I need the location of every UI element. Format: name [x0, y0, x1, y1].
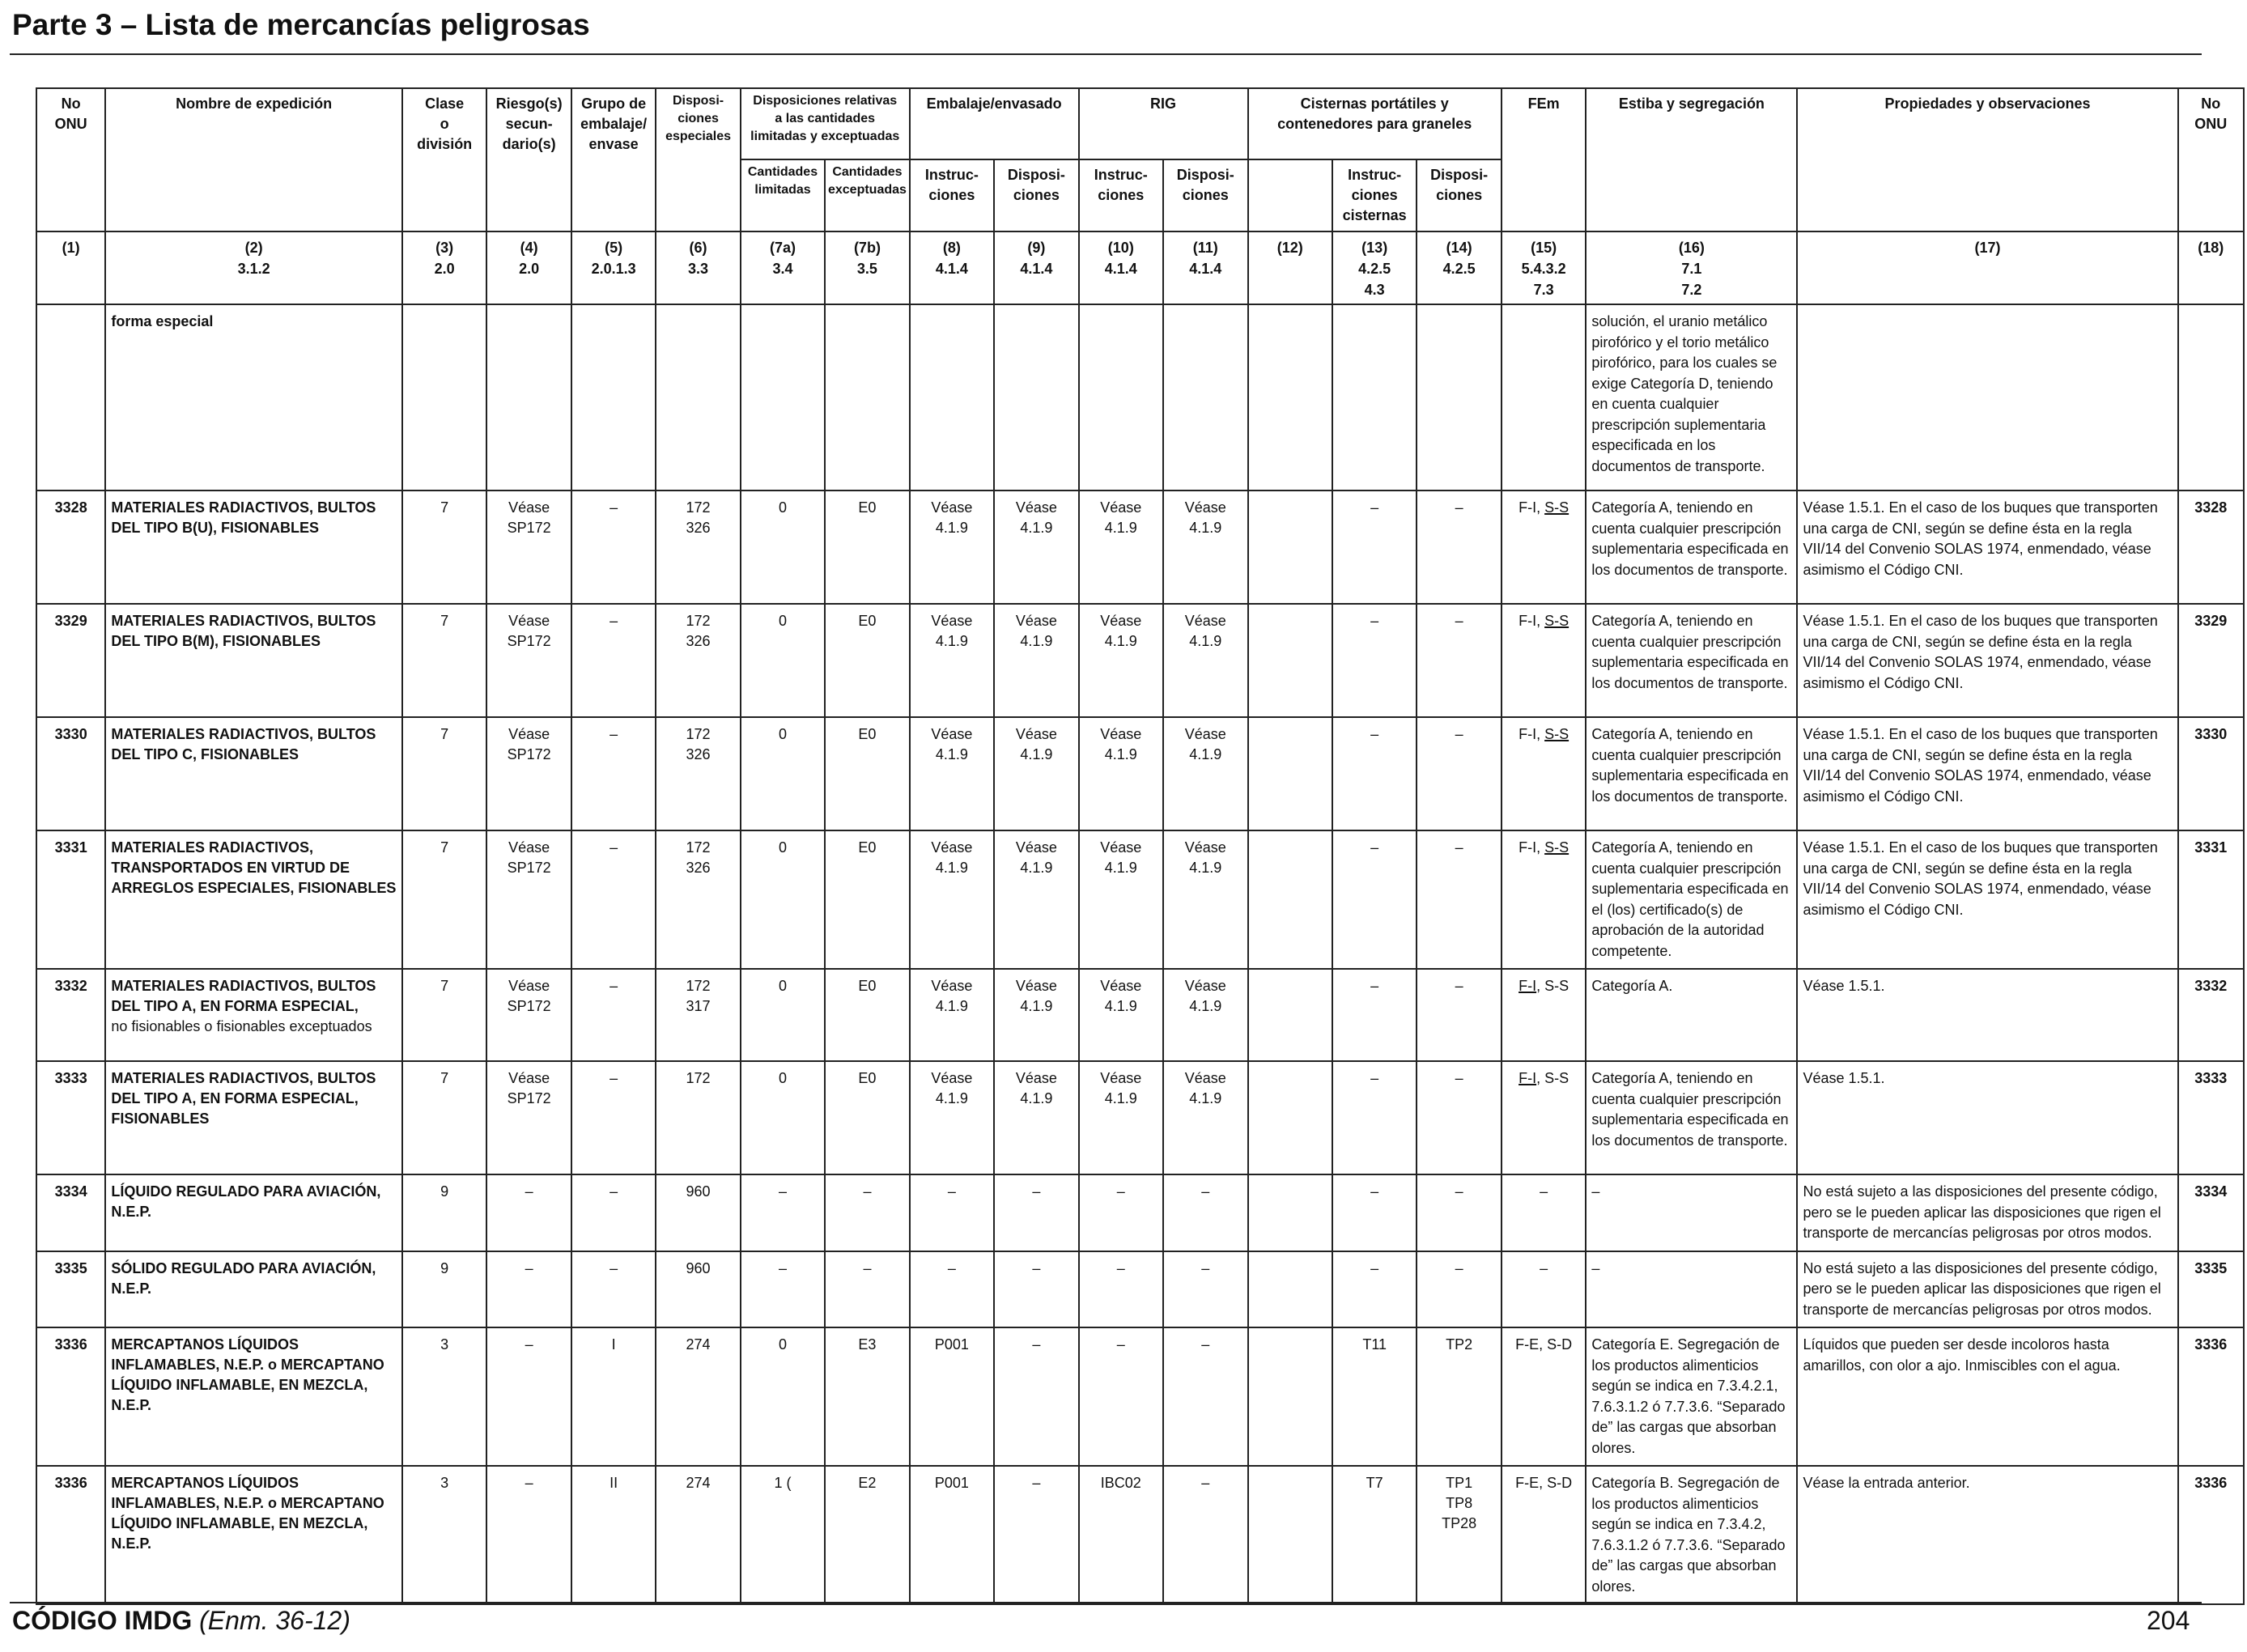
ems-fire: F-E, S-D [1515, 1336, 1573, 1353]
packing-instruction: – [910, 1251, 994, 1328]
ems-spillage: S-S [1544, 613, 1570, 629]
properties-observations: Véase 1.5.1. En el caso de los buques que transporten una carga de CNI, según se define ésta en la regla VII/14 del Convenio SOLAS 1974, enmendado, véase asimismo el Código CNI. [1797, 717, 2177, 830]
tank-instruction: – [1332, 491, 1417, 604]
subsidiary-risk: Véase SP172 [486, 969, 571, 1061]
ems-code [1502, 1466, 1586, 1604]
column-reference-row [36, 231, 2244, 304]
packing-instruction: – [910, 1174, 994, 1251]
shipping-name-qualifier: no fisionables o fisionables exceptuados [111, 1018, 372, 1034]
un-number: 3336 [36, 1466, 105, 1604]
packing-group: – [571, 717, 656, 830]
shipping-name-bold: MATERIALES RADIACTIVOS, BULTOS DEL TIPO A, EN FORMA ESPECIAL, FISIONABLES [111, 1070, 376, 1127]
limited-quantity: 0 [741, 604, 825, 717]
header-tank-instructions: Instruc- ciones cisternas [1332, 159, 1417, 231]
tank-instruction: – [1332, 1174, 1417, 1251]
ibc-provision: Véase 4.1.9 [1163, 830, 1247, 969]
shipping-name [105, 1327, 402, 1466]
packing-group: – [571, 830, 656, 969]
ems-fire: F-I [1519, 1070, 1537, 1086]
limited-quantity: 0 [741, 969, 825, 1061]
subsidiary-risk: – [486, 1251, 571, 1328]
ems-code: F-I, S-S [1502, 717, 1586, 830]
footer-code: CÓDIGO IMDG [12, 1606, 193, 1635]
continuation-cell [1248, 304, 1332, 491]
un-number-right: 3332 [2178, 969, 2244, 1061]
ems-fire: F-I [1519, 613, 1537, 629]
class-division: 7 [402, 830, 486, 969]
un-number-right: 3330 [2178, 717, 2244, 830]
un-number-right: 3335 [2178, 1251, 2244, 1328]
column-12 [1248, 830, 1332, 969]
column-12 [1248, 1061, 1332, 1174]
continuation-cell [1163, 304, 1247, 491]
stowage-segregation: Categoría A, teniendo en cuenta cualquier prescripción suplementaria especificada en los documentos de transporte. [1586, 717, 1797, 830]
column-reference: (18) [2178, 231, 2244, 304]
stowage-segregation: Categoría A, teniendo en cuenta cualquier prescripción suplementaria especificada en los documentos de transporte. [1586, 604, 1797, 717]
un-number-right: 3329 [2178, 604, 2244, 717]
continuation-onu [36, 304, 105, 491]
excepted-quantity: – [825, 1174, 909, 1251]
un-number: 3336 [36, 1327, 105, 1466]
excepted-quantity: E0 [825, 1061, 909, 1174]
ems-code [1502, 1327, 1586, 1466]
column-12 [1248, 969, 1332, 1061]
un-number: 3331 [36, 830, 105, 969]
un-number-right: 3331 [2178, 830, 2244, 969]
special-provisions: 274 [656, 1327, 740, 1466]
packing-group: – [571, 1251, 656, 1328]
table-row [36, 969, 2244, 1061]
stowage-segregation: Categoría A, teniendo en cuenta cualquier prescripción suplementaria especificada en los documentos de transporte. [1586, 1061, 1797, 1174]
column-reference: (10) 4.1.4 [1079, 231, 1163, 304]
header-limited-quantities: Cantidades limitadas [741, 159, 825, 231]
packing-instruction: Véase 4.1.9 [910, 1061, 994, 1174]
properties-observations: Véase 1.5.1. En el caso de los buques que transporten una carga de CNI, según se define ésta en la regla VII/14 del Convenio SOLAS 1974, enmendado, véase asimismo el Código CNI. [1797, 491, 2177, 604]
tank-provision: TP2 [1417, 1327, 1501, 1466]
class-division: 9 [402, 1174, 486, 1251]
packing-group: – [571, 1174, 656, 1251]
class-division: 9 [402, 1251, 486, 1328]
special-provisions: 172 326 [656, 717, 740, 830]
limited-quantity: 0 [741, 717, 825, 830]
un-number-right: 3333 [2178, 1061, 2244, 1174]
footer-divider [10, 1602, 2202, 1603]
column-12 [1248, 1251, 1332, 1328]
table-row [36, 1061, 2244, 1174]
header-packing-group: Grupo de embalaje/ envase [571, 88, 656, 231]
tank-provision: – [1417, 1174, 1501, 1251]
packing-provision: – [994, 1327, 1078, 1466]
header-ibc-instructions: Instruc- ciones [1079, 159, 1163, 231]
tank-provision: – [1417, 969, 1501, 1061]
tank-instruction: – [1332, 1251, 1417, 1328]
header-packing: Embalaje/envasado [910, 88, 1079, 159]
continuation-cell [825, 304, 909, 491]
limited-quantity: – [741, 1174, 825, 1251]
ibc-instruction: Véase 4.1.9 [1079, 604, 1163, 717]
un-number-right: 3334 [2178, 1174, 2244, 1251]
ems-code: F-I, S-S [1502, 604, 1586, 717]
header-properties: Propiedades y observaciones [1797, 88, 2177, 231]
footer-label [12, 1606, 350, 1636]
shipping-name [105, 491, 402, 604]
tank-instruction: T7 [1332, 1466, 1417, 1604]
shipping-name [105, 1251, 402, 1328]
stowage-segregation: – [1586, 1174, 1797, 1251]
properties-observations: Líquidos que pueden ser desde incoloros hasta amarillos, con olor a ajo. Inmiscibles con el agua. [1797, 1327, 2177, 1466]
packing-provision: – [994, 1251, 1078, 1328]
excepted-quantity: E2 [825, 1466, 909, 1604]
limited-quantity: 0 [741, 830, 825, 969]
special-provisions: 172 [656, 1061, 740, 1174]
header-limited-excepted: Disposiciones relativas a las cantidades limitadas y exceptuadas [741, 88, 910, 159]
tank-provision: TP1 TP8 TP28 [1417, 1466, 1501, 1604]
un-number: 3334 [36, 1174, 105, 1251]
continuation-cell [486, 304, 571, 491]
tank-instruction: – [1332, 604, 1417, 717]
continuation-cell [1502, 304, 1586, 491]
packing-group: – [571, 491, 656, 604]
excepted-quantity: E0 [825, 604, 909, 717]
class-division: 7 [402, 1061, 486, 1174]
properties-observations: Véase la entrada anterior. [1797, 1466, 2177, 1604]
stowage-segregation: Categoría A, teniendo en cuenta cualquier prescripción suplementaria especificada en el (los) certificado(s) de aprobación de la autoridad competente. [1586, 830, 1797, 969]
packing-group: II [571, 1466, 656, 1604]
packing-group: – [571, 969, 656, 1061]
excepted-quantity: E0 [825, 717, 909, 830]
class-division: 7 [402, 491, 486, 604]
ems-spillage: S-S [1544, 726, 1570, 742]
shipping-name [105, 717, 402, 830]
column-reference: (2) 3.1.2 [105, 231, 402, 304]
stowage-segregation: Categoría A, teniendo en cuenta cualquier prescripción suplementaria especificada en los documentos de transporte. [1586, 491, 1797, 604]
special-provisions: 960 [656, 1174, 740, 1251]
subsidiary-risk: Véase SP172 [486, 491, 571, 604]
properties-observations: Véase 1.5.1. En el caso de los buques que transporten una carga de CNI, según se define ésta en la regla VII/14 del Convenio SOLAS 1974, enmendado, véase asimismo el Código CNI. [1797, 830, 2177, 969]
page-number: 204 [2147, 1606, 2190, 1635]
continuation-name: forma especial [105, 304, 402, 491]
column-reference: (12) [1248, 231, 1332, 304]
tank-instruction: – [1332, 1061, 1417, 1174]
column-reference: (6) 3.3 [656, 231, 740, 304]
continuation-row [36, 304, 2244, 491]
ems-code: F-I, S-S [1502, 1061, 1586, 1174]
packing-provision: Véase 4.1.9 [994, 969, 1078, 1061]
ibc-instruction: – [1079, 1251, 1163, 1328]
packing-group: – [571, 1061, 656, 1174]
column-reference: (7a) 3.4 [741, 231, 825, 304]
ems-fire: F-I [1519, 839, 1537, 856]
column-reference: (8) 4.1.4 [910, 231, 994, 304]
un-number: 3328 [36, 491, 105, 604]
special-provisions: 172 326 [656, 604, 740, 717]
shipping-name [105, 1174, 402, 1251]
column-12 [1248, 1174, 1332, 1251]
title-divider [10, 53, 2202, 55]
column-12 [1248, 491, 1332, 604]
properties-observations: Véase 1.5.1. En el caso de los buques que transporten una carga de CNI, según se define ésta en la regla VII/14 del Convenio SOLAS 1974, enmendado, véase asimismo el Código CNI. [1797, 604, 2177, 717]
footer-amendment: (Enm. 36-12) [199, 1606, 350, 1635]
table-row [36, 491, 2244, 604]
limited-quantity: – [741, 1251, 825, 1328]
packing-instruction: P001 [910, 1327, 994, 1466]
header-subsidiary-risk: Riesgo(s) secun- dario(s) [486, 88, 571, 231]
limited-quantity: 0 [741, 1327, 825, 1466]
column-reference: (14) 4.2.5 [1417, 231, 1501, 304]
ibc-instruction: Véase 4.1.9 [1079, 491, 1163, 604]
tank-instruction: T11 [1332, 1327, 1417, 1466]
tank-provision: – [1417, 1251, 1501, 1328]
tank-provision: – [1417, 1061, 1501, 1174]
header-col-12-blank [1248, 159, 1332, 231]
un-number: 3333 [36, 1061, 105, 1174]
ibc-provision: Véase 4.1.9 [1163, 969, 1247, 1061]
continuation-cell [1417, 304, 1501, 491]
tank-provision: – [1417, 604, 1501, 717]
header-tank-provisions: Disposi- ciones [1417, 159, 1501, 231]
header-ems: FEm [1502, 88, 1586, 231]
continuation-cell [910, 304, 994, 491]
ems-fire: – [1540, 1259, 1548, 1276]
column-12 [1248, 1466, 1332, 1604]
excepted-quantity: E0 [825, 969, 909, 1061]
column-reference: (9) 4.1.4 [994, 231, 1078, 304]
continuation-cell [571, 304, 656, 491]
excepted-quantity: E0 [825, 491, 909, 604]
column-12 [1248, 1327, 1332, 1466]
dangerous-goods-table [36, 87, 2245, 1605]
table-row [36, 1327, 2244, 1466]
packing-instruction: P001 [910, 1466, 994, 1604]
special-provisions: 960 [656, 1251, 740, 1328]
special-provisions: 172 326 [656, 830, 740, 969]
tank-instruction: – [1332, 969, 1417, 1061]
ibc-instruction: Véase 4.1.9 [1079, 1061, 1163, 1174]
table-row [36, 1251, 2244, 1328]
un-number: 3329 [36, 604, 105, 717]
column-reference: (17) [1797, 231, 2177, 304]
header-packing-instructions: Instruc- ciones [910, 159, 994, 231]
ems-spillage: S-S [1544, 499, 1570, 516]
tank-provision: – [1417, 491, 1501, 604]
header-packing-provisions: Disposi- ciones [994, 159, 1078, 231]
column-reference: (16) 7.1 7.2 [1586, 231, 1797, 304]
continuation-cell [741, 304, 825, 491]
un-number: 3330 [36, 717, 105, 830]
continuation-cell [1797, 304, 2177, 491]
ibc-instruction: Véase 4.1.9 [1079, 717, 1163, 830]
tank-provision: – [1417, 830, 1501, 969]
stowage-segregation: Categoría E. Segregación de los productos alimenticios según se indica en 7.3.4.2.1, 7.6.3.1.2 ó 7.7.3.6. “Separado de” las cargas que absorban olores. [1586, 1327, 1797, 1466]
un-number-right: 3328 [2178, 491, 2244, 604]
header-onu: No ONU [36, 88, 105, 231]
header-excepted-quantities: Cantidades exceptuadas [825, 159, 909, 231]
ibc-provision: Véase 4.1.9 [1163, 717, 1247, 830]
continuation-cell [1079, 304, 1163, 491]
header-onu-right: No ONU [2178, 88, 2244, 231]
table-row [36, 830, 2244, 969]
column-reference: (4) 2.0 [486, 231, 571, 304]
ibc-provision: Véase 4.1.9 [1163, 491, 1247, 604]
ems-fire: F-E, S-D [1515, 1475, 1573, 1491]
header-special-provisions: Disposi- ciones especiales [656, 88, 740, 231]
ems-code [1502, 1251, 1586, 1328]
packing-group: I [571, 1327, 656, 1466]
packing-group: – [571, 604, 656, 717]
ibc-provision: – [1163, 1174, 1247, 1251]
subsidiary-risk: Véase SP172 [486, 717, 571, 830]
header-ibc: RIG [1079, 88, 1248, 159]
subsidiary-risk: Véase SP172 [486, 830, 571, 969]
column-12 [1248, 604, 1332, 717]
table-row [36, 1174, 2244, 1251]
class-division: 7 [402, 717, 486, 830]
header-ibc-provisions: Disposi- ciones [1163, 159, 1247, 231]
ibc-instruction: Véase 4.1.9 [1079, 830, 1163, 969]
packing-instruction: Véase 4.1.9 [910, 969, 994, 1061]
ibc-instruction: – [1079, 1174, 1163, 1251]
ems-fire: F-I [1519, 978, 1537, 994]
continuation-cell [994, 304, 1078, 491]
stowage-segregation: – [1586, 1251, 1797, 1328]
class-division: 3 [402, 1327, 486, 1466]
packing-instruction: Véase 4.1.9 [910, 491, 994, 604]
ibc-provision: Véase 4.1.9 [1163, 604, 1247, 717]
limited-quantity: 1 ( [741, 1466, 825, 1604]
column-reference: (3) 2.0 [402, 231, 486, 304]
shipping-name-bold: MERCAPTANOS LÍQUIDOS INFLAMABLES, N.E.P. o MERCAPTANO LÍQUIDO INFLAMABLE, EN MEZCLA, N.E.P. [111, 1475, 384, 1552]
properties-observations: No está sujeto a las disposiciones del presente código, pero se le pueden aplicar las disposiciones que rigen el transporte de mercancías peligrosas por otros modos. [1797, 1174, 2177, 1251]
continuation-cell [2178, 304, 2244, 491]
packing-provision: Véase 4.1.9 [994, 830, 1078, 969]
tank-instruction: – [1332, 717, 1417, 830]
ems-code: F-I, S-S [1502, 491, 1586, 604]
ibc-instruction: IBC02 [1079, 1466, 1163, 1604]
shipping-name [105, 969, 402, 1061]
limited-quantity: 0 [741, 491, 825, 604]
ibc-instruction: Véase 4.1.9 [1079, 969, 1163, 1061]
subsidiary-risk: – [486, 1327, 571, 1466]
ems-fire: F-I [1519, 726, 1537, 742]
column-reference: (11) 4.1.4 [1163, 231, 1247, 304]
ems-fire: F-I [1519, 499, 1537, 516]
table-body [36, 304, 2244, 1604]
page-title: Parte 3 – Lista de mercancías peligrosas [12, 8, 590, 41]
header-stowage: Estiba y segregación [1586, 88, 1797, 231]
properties-observations: Véase 1.5.1. [1797, 969, 2177, 1061]
table-row [36, 604, 2244, 717]
ibc-provision: Véase 4.1.9 [1163, 1061, 1247, 1174]
shipping-name-bold: MATERIALES RADIACTIVOS, BULTOS DEL TIPO B(M), FISIONABLES [111, 613, 376, 649]
properties-observations: Véase 1.5.1. [1797, 1061, 2177, 1174]
column-reference: (7b) 3.5 [825, 231, 909, 304]
class-division: 3 [402, 1466, 486, 1604]
continuation-cell [402, 304, 486, 491]
column-reference: (13) 4.2.5 4.3 [1332, 231, 1417, 304]
class-division: 7 [402, 604, 486, 717]
shipping-name [105, 1466, 402, 1604]
packing-provision: – [994, 1174, 1078, 1251]
subsidiary-risk: – [486, 1174, 571, 1251]
continuation-cell [656, 304, 740, 491]
tank-instruction: – [1332, 830, 1417, 969]
shipping-name [105, 830, 402, 969]
ems-code: F-I, S-S [1502, 969, 1586, 1061]
excepted-quantity: E0 [825, 830, 909, 969]
packing-instruction: Véase 4.1.9 [910, 604, 994, 717]
subsidiary-risk: Véase SP172 [486, 604, 571, 717]
header-class: Clase o división [402, 88, 486, 231]
subsidiary-risk: – [486, 1466, 571, 1604]
ems-spillage: S-S [1544, 839, 1570, 856]
un-number-right: 3336 [2178, 1327, 2244, 1466]
table-row [36, 717, 2244, 830]
column-reference: (5) 2.0.1.3 [571, 231, 656, 304]
ems-spillage: S-S [1544, 978, 1570, 994]
packing-provision: Véase 4.1.9 [994, 491, 1078, 604]
shipping-name [105, 1061, 402, 1174]
stowage-segregation: Categoría B. Segregación de los productos alimenticios según se indica en 7.3.4.2, 7.6.3.1.2 ó 7.7.3.6. “Separado de” las cargas que absorban olores. [1586, 1466, 1797, 1604]
ems-code [1502, 1174, 1586, 1251]
excepted-quantity: – [825, 1251, 909, 1328]
un-number: 3335 [36, 1251, 105, 1328]
packing-provision: Véase 4.1.9 [994, 604, 1078, 717]
ibc-instruction: – [1079, 1327, 1163, 1466]
un-number: 3332 [36, 969, 105, 1061]
ibc-provision: – [1163, 1466, 1247, 1604]
shipping-name-bold: MATERIALES RADIACTIVOS, BULTOS DEL TIPO B(U), FISIONABLES [111, 499, 376, 536]
shipping-name-bold: MATERIALES RADIACTIVOS, TRANSPORTADOS EN VIRTUD DE ARREGLOS ESPECIALES, FISIONABLES [111, 839, 397, 896]
class-division: 7 [402, 969, 486, 1061]
ems-code: F-I, S-S [1502, 830, 1586, 969]
packing-instruction: Véase 4.1.9 [910, 830, 994, 969]
ibc-provision: – [1163, 1327, 1247, 1466]
special-provisions: 172 326 [656, 491, 740, 604]
header-shipping-name: Nombre de expedición [105, 88, 402, 231]
shipping-name-bold: SÓLIDO REGULADO PARA AVIACIÓN, N.E.P. [111, 1259, 376, 1297]
stowage-segregation: Categoría A. [1586, 969, 1797, 1061]
ems-spillage: S-S [1544, 1070, 1570, 1086]
column-12 [1248, 717, 1332, 830]
shipping-name-bold: MATERIALES RADIACTIVOS, BULTOS DEL TIPO A, EN FORMA ESPECIAL, [111, 978, 376, 1014]
un-number-right: 3336 [2178, 1466, 2244, 1604]
ems-fire: – [1540, 1183, 1548, 1200]
column-reference: (15) 5.4.3.2 7.3 [1502, 231, 1586, 304]
shipping-name-bold: LÍQUIDO REGULADO PARA AVIACIÓN, N.E.P. [111, 1183, 381, 1220]
shipping-name-bold: MERCAPTANOS LÍQUIDOS INFLAMABLES, N.E.P. o MERCAPTANO LÍQUIDO INFLAMABLE, EN MEZCLA, N.E.P. [111, 1336, 384, 1413]
column-reference: (1) [36, 231, 105, 304]
packing-provision: – [994, 1466, 1078, 1604]
shipping-name [105, 604, 402, 717]
shipping-name-bold: MATERIALES RADIACTIVOS, BULTOS DEL TIPO C, FISIONABLES [111, 726, 376, 762]
subsidiary-risk: Véase SP172 [486, 1061, 571, 1174]
tank-provision: – [1417, 717, 1501, 830]
packing-provision: Véase 4.1.9 [994, 1061, 1078, 1174]
special-provisions: 172 317 [656, 969, 740, 1061]
limited-quantity: 0 [741, 1061, 825, 1174]
ibc-provision: – [1163, 1251, 1247, 1328]
table-row [36, 1466, 2244, 1604]
continuation-cell [1332, 304, 1417, 491]
packing-instruction: Véase 4.1.9 [910, 717, 994, 830]
properties-observations: No está sujeto a las disposiciones del presente código, pero se le pueden aplicar las disposiciones que rigen el transporte de mercancías peligrosas por otros modos. [1797, 1251, 2177, 1328]
excepted-quantity: E3 [825, 1327, 909, 1466]
header-portable-tanks: Cisternas portátiles y contenedores para graneles [1248, 88, 1502, 159]
special-provisions: 274 [656, 1466, 740, 1604]
continuation-stowage: solución, el uranio metálico pirofórico y el torio metálico pirofórico, para los cuales se exige Categoría D, teniendo en cuenta cualquier prescripción suplementaria especificada en los documentos de transporte. [1586, 304, 1797, 491]
packing-provision: Véase 4.1.9 [994, 717, 1078, 830]
